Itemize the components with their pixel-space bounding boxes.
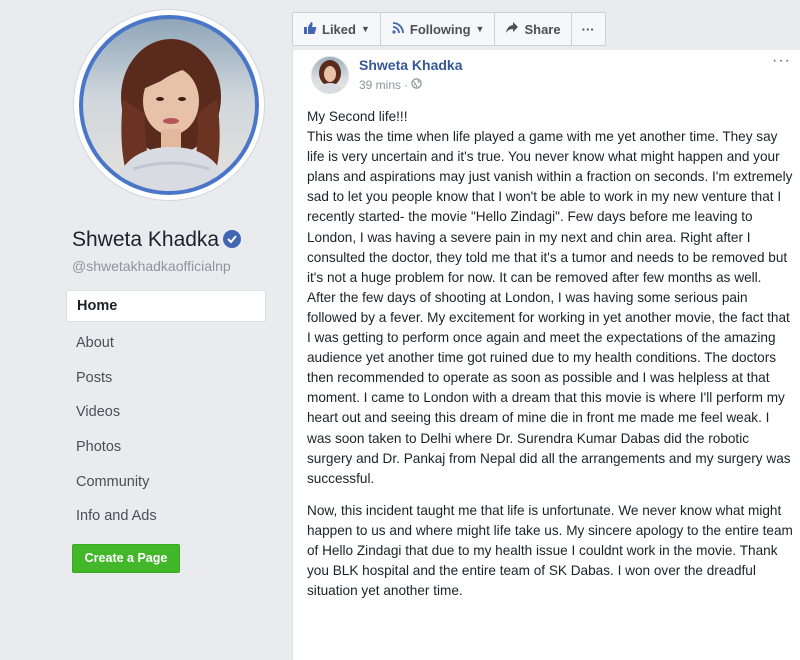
verified-badge-icon	[223, 230, 241, 248]
nav-item-home[interactable]: Home	[66, 290, 266, 322]
post-meta	[359, 78, 422, 92]
chevron-down-icon: ▼	[360, 24, 370, 34]
liked-label: Liked	[322, 21, 356, 37]
post-paragraph-1: This was the time when life played a game with me yet another time. They say life is very uncertain and it's true. You never know what might happen and your plans and aspirations may just vanish within a fraction on seconds. I'm extremely sad to let you people know that I won't be able to work in my new venture that I recently started- the movie "Hello Zindagi". Few days before me leaving to London, I was having a severe pain in my next and chin area. Right after I consulted the doctor, they told me that it's a tumor and needs to be removed but it's not a huge problem for now. It can be removed after few months as well. After the few days of shooting at London, I was having some serious pain followed by a fever. My excitement for working in yet another movie, the fact that I was getting to perform once again and meet the expectations of the amazing audience yet another time got ruined due to my health conditions. The doctors then recommended to operate as soon as possible and I was helpless at that moment. I came to London with a dream that this movie is where I'll perform my heart out and seeing this dream of mine die in front me made me feel weak. I was soon taken to Delhi where Dr. Surendra Kumar Dabas did the robotic surgery and Dr. Pankaj from Nepal did all the arrangements and my surgery was successful.	[307, 129, 793, 486]
share-button[interactable]	[495, 13, 571, 45]
rss-icon	[391, 21, 405, 38]
page-sidebar	[0, 0, 278, 660]
create-page-button[interactable]: Create a Page	[72, 544, 180, 573]
post-author-name[interactable]: Shweta Khadka	[359, 57, 463, 73]
more-actions-button[interactable]: ···	[581, 21, 595, 37]
profile-photo	[83, 19, 255, 191]
chevron-down-icon: ▼	[475, 24, 485, 34]
post-paragraph-2: Now, this incident taught me that life is unfortunate. We never know what might happen to us and where might life take us. My sincere apology to the entire team of Hello Zindagi that due to my health issue I couldnt work in the movie. Thank you BLK hospital and the entire team of SK Dabas. I won over the dreadful situation yet another time.	[307, 502, 793, 599]
nav-item-info-and-ads[interactable]: Info and Ads	[76, 508, 157, 525]
page-nav	[66, 290, 266, 534]
nav-item-videos[interactable]: Videos	[76, 404, 121, 421]
post-card	[292, 50, 800, 660]
nav-item-posts[interactable]: Posts	[76, 369, 113, 386]
post-options-button[interactable]: ···	[772, 52, 791, 69]
profile-avatar[interactable]	[74, 10, 264, 200]
nav-item-photos[interactable]: Photos	[76, 439, 122, 456]
post-title: My Second life!!!	[307, 109, 408, 124]
following-label: Following	[409, 21, 471, 37]
post-text	[307, 107, 793, 601]
page-handle[interactable]: @shwetakhadkaofficialnp	[72, 258, 231, 274]
page-name-text: Shweta Khadka	[72, 228, 220, 251]
page-action-bar	[292, 12, 606, 46]
share-label: Share	[524, 21, 561, 37]
page-title[interactable]	[72, 228, 241, 252]
share-arrow-icon	[505, 21, 519, 38]
globe-icon	[411, 78, 422, 92]
post-timestamp[interactable]: 39 mins	[359, 78, 402, 92]
nav-item-about[interactable]: About	[76, 335, 114, 351]
nav-item-community[interactable]: Community	[76, 473, 150, 490]
post-author-avatar[interactable]	[311, 56, 349, 94]
following-button[interactable]	[381, 13, 496, 45]
liked-button[interactable]	[293, 13, 381, 45]
meta-separator: ·	[404, 78, 409, 92]
thumbs-up-icon	[303, 21, 317, 38]
